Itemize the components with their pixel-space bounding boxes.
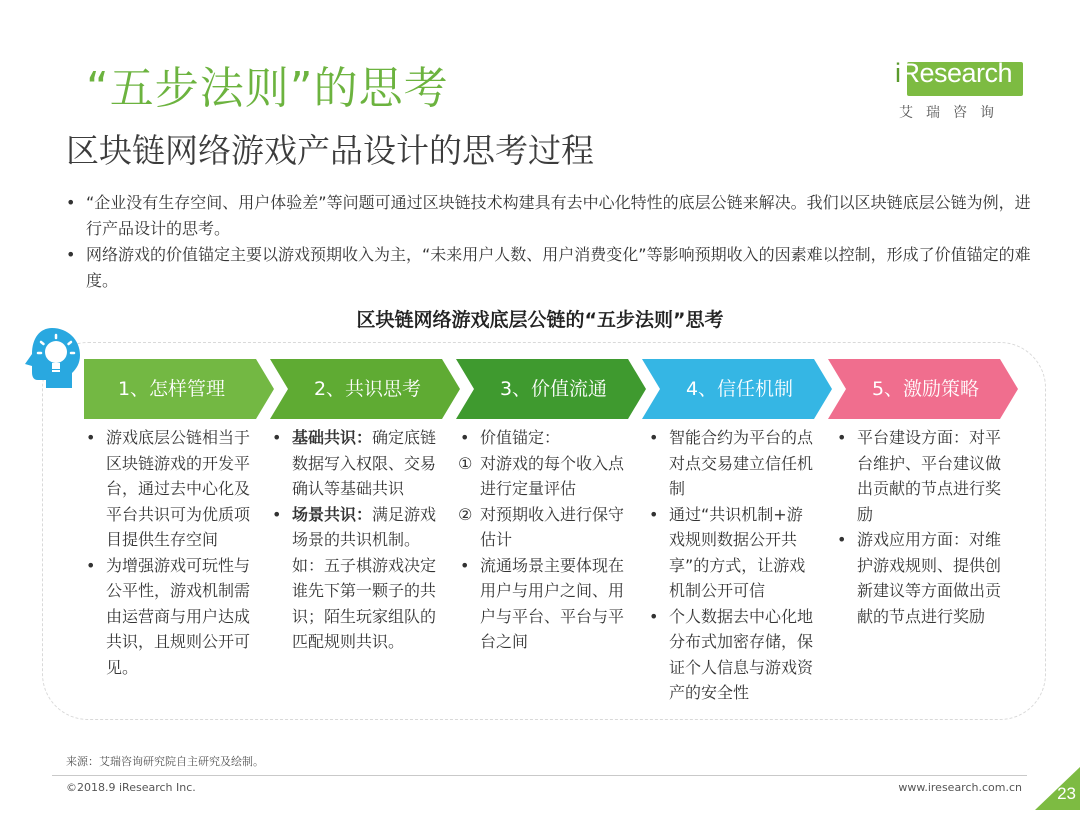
detail-bullet: • 通过“共识机制+游戏规则数据公开共享”的方式，让游戏机制公开可信: [649, 504, 806, 600]
intro-bullets: [66, 190, 1034, 294]
detail-bullet: • 价值锚定：: [460, 428, 561, 447]
step-2-chevron: [270, 359, 460, 419]
step-5-label: 5、激励策略: [871, 378, 980, 400]
section-title: 区块链网络游戏底层公链的“五步法则”思考: [356, 309, 724, 331]
detail-sub-item: ② 对预期收入进行保守估计: [458, 504, 625, 549]
step-1-label: 1、怎样管理: [117, 378, 226, 400]
step-2-details: [270, 425, 438, 655]
logo-wordmark: iResearch: [895, 58, 1013, 88]
detail-sub-item: ① 对游戏的每个收入点进行定量评估: [458, 453, 625, 498]
detail-bullet: • 基础共识：确定底链数据写入权限、交易确认等基础共识: [272, 428, 437, 498]
head-lightbulb-icon: [14, 322, 86, 394]
step-3-label: 3、价值流通: [499, 378, 608, 400]
detail-bullet: • 个人数据去中心化地分布式加密存储，保证个人信息与游戏资产的安全性: [649, 606, 814, 702]
detail-bullet: • 智能合约为平台的点对点交易建立信任机制: [649, 428, 814, 498]
step-3-chevron: [456, 359, 646, 419]
step-4-label: 4、信任机制: [685, 378, 794, 400]
bullet-dot: •: [66, 193, 76, 212]
page-title: “五步法则”的思考: [86, 63, 449, 114]
step-1-details: [84, 425, 252, 680]
detail-bullet: • 平台建设方面：对平台维护、平台建议做出贡献的节点进行奖励: [837, 428, 1002, 524]
step-4-chevron: [642, 359, 832, 419]
footer-divider: [52, 775, 1027, 776]
step-5-details: [835, 425, 1003, 629]
detail-bullet: • 流通场景主要体现在用户与用户之间、用户与平台、平台与平台之间: [460, 555, 625, 651]
step-3-details: [458, 425, 626, 655]
detail-bullet: • 游戏底层公链相当于区块链游戏的开发平台，通过去中心化及平台共识可为优质项目提供生存空间: [86, 428, 251, 549]
bullet-dot: •: [66, 245, 76, 264]
logo-chinese-name: 艾瑞咨询: [899, 105, 1007, 121]
intro-bullet: • 网络游戏的价值锚定主要以游戏预期收入为主，“未来用户人数、用户消费变化”等影响预期收入的因素难以控制，形成了价值锚定的难度。: [66, 242, 1034, 294]
step-4-details: [647, 425, 815, 706]
intro-bullet: • “企业没有生存空间、用户体验差”等问题可通过区块链技术构建具有去中心化特性的底层公链来解决。我们以区块链底层公链为例，进行产品设计的思考。: [66, 190, 1034, 242]
step-1-chevron: [84, 359, 274, 419]
source-note: 来源：艾瑞咨询研究院自主研究及绘制。: [66, 755, 264, 768]
step-2-label: 2、共识思考: [313, 378, 422, 400]
copyright: ©2018.9 iResearch Inc.: [66, 781, 196, 794]
detail-bullet: • 游戏应用方面：对维护游戏规则、提供创新建议等方面做出贡献的节点进行奖励: [837, 530, 1002, 626]
website-link[interactable]: www.iresearch.com.cn: [898, 781, 1022, 794]
detail-bullet: • 为增强游戏可玩性与公平性，游戏机制需由运营商与用户达成共识，且规则公开可见。: [86, 555, 251, 677]
step-5-chevron: [828, 359, 1018, 419]
page-number: 23: [1057, 784, 1076, 803]
iresearch-logo: [895, 56, 1030, 126]
page-number-badge: [1035, 767, 1080, 810]
five-step-bar: [84, 359, 1024, 419]
detail-bullet: • 场景共识：满足游戏场景的共识机制。如：五子棋游戏决定谁先下第一颗子的共识；陌生玩家组队的匹配规则共识。: [272, 504, 437, 651]
page-subtitle: 区块链网络游戏产品设计的思考过程: [66, 131, 594, 170]
